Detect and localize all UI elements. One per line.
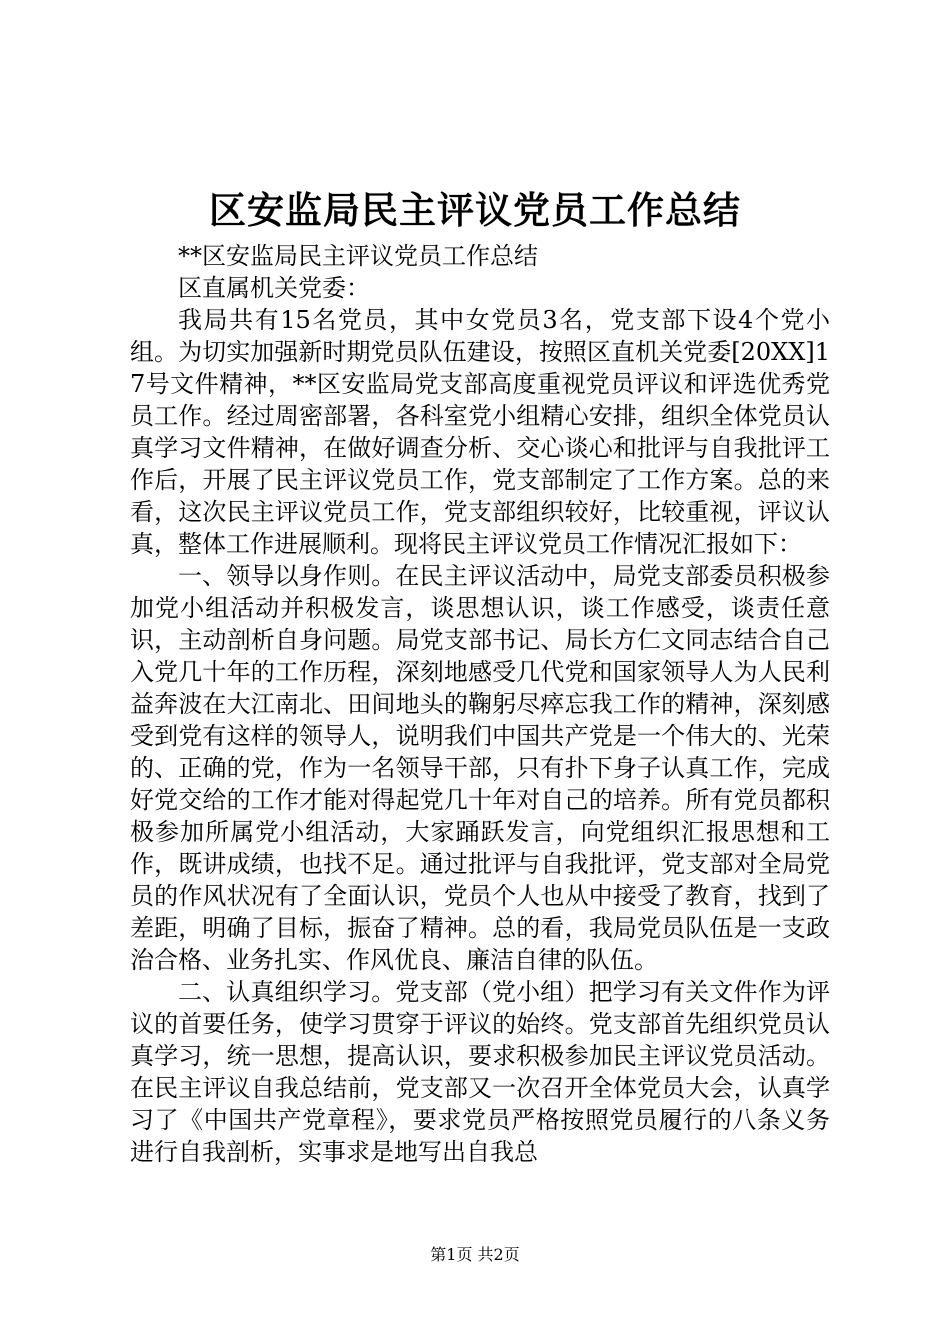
paragraph-intro: 我局共有15名党员，其中女党员3名，党支部下设4个党小组。为切实加强新时期党员队伍建设，按照区直机关党委[20XX]17号文件精神，**区安监局党支部高度重视党员评议和评选优秀党员工作。经过周密部署，各科室党小组精心安排，组织全体党员认真学习文件精神，在做好调查分析、交心谈心和批评与自我批评工作后，开展了民主评议党员工作，党支部制定了工作方案。总的来看，这次民主评议党员工作，党支部组织较好，比较重视，评议认真，整体工作进展顺利。现将民主评议党员工作情况汇报如下： [130, 306, 830, 558]
document-title: 区安监局民主评议党员工作总结 [209, 188, 741, 232]
paragraph-section-1: 一、领导以身作则。在民主评议活动中，局党支部委员积极参加党小组活动并积极发言，谈思想认识，谈工作感受，谈责任意识，主动剖析自身问题。局党支部书记、局长方仁文同志结合自己入党几十年的工作历程，深刻地感受几代党和国家领导人为人民利益奔波在大江南北、田间地头的鞠躬尽瘁忘我工作的精神，深刻感受到党有这样的领导人，说明我们中国共产党是一个伟大的、光荣的、正确的党，作为一名领导干部，只有扑下身子认真工作，完成好党交给的工作才能对得起党几十年对自己的培养。所有党员都积极参加所属党小组活动，大家踊跃发言，向党组织汇报思想和工作，既讲成绩，也找不足。通过批评与自我批评，党支部对全局党员的作风状况有了全面认识，党员个人也从中接受了教育，找到了差距，明确了目标，振奋了精神。总的看，我局党员队伍是一支政治合格、业务扎实、作风优良、廉洁自律的队伍。 [130, 562, 830, 974]
paragraph-section-2: 二、认真组织学习。党支部（党小组）把学习有关文件作为评议的首要任务，使学习贯穿于评议的始终。党支部首先组织党员认真学习，统一思想，提高认识，要求积极参加民主评议党员活动。在民主评议自我总结前，党支部又一次召开全体党员大会，认真学习了《中国共产党章程》，要求党员严格按照党员履行的八条义务进行自我剖析，实事求是地写出自我总 [130, 978, 830, 1166]
page-footer: 第1页 共2页 [430, 1245, 520, 1264]
subtitle-line: **区安监局民主评议党员工作总结 [178, 242, 538, 270]
document-body [130, 240, 830, 1168]
addressee-line: 区直属机关党委： [178, 274, 370, 302]
